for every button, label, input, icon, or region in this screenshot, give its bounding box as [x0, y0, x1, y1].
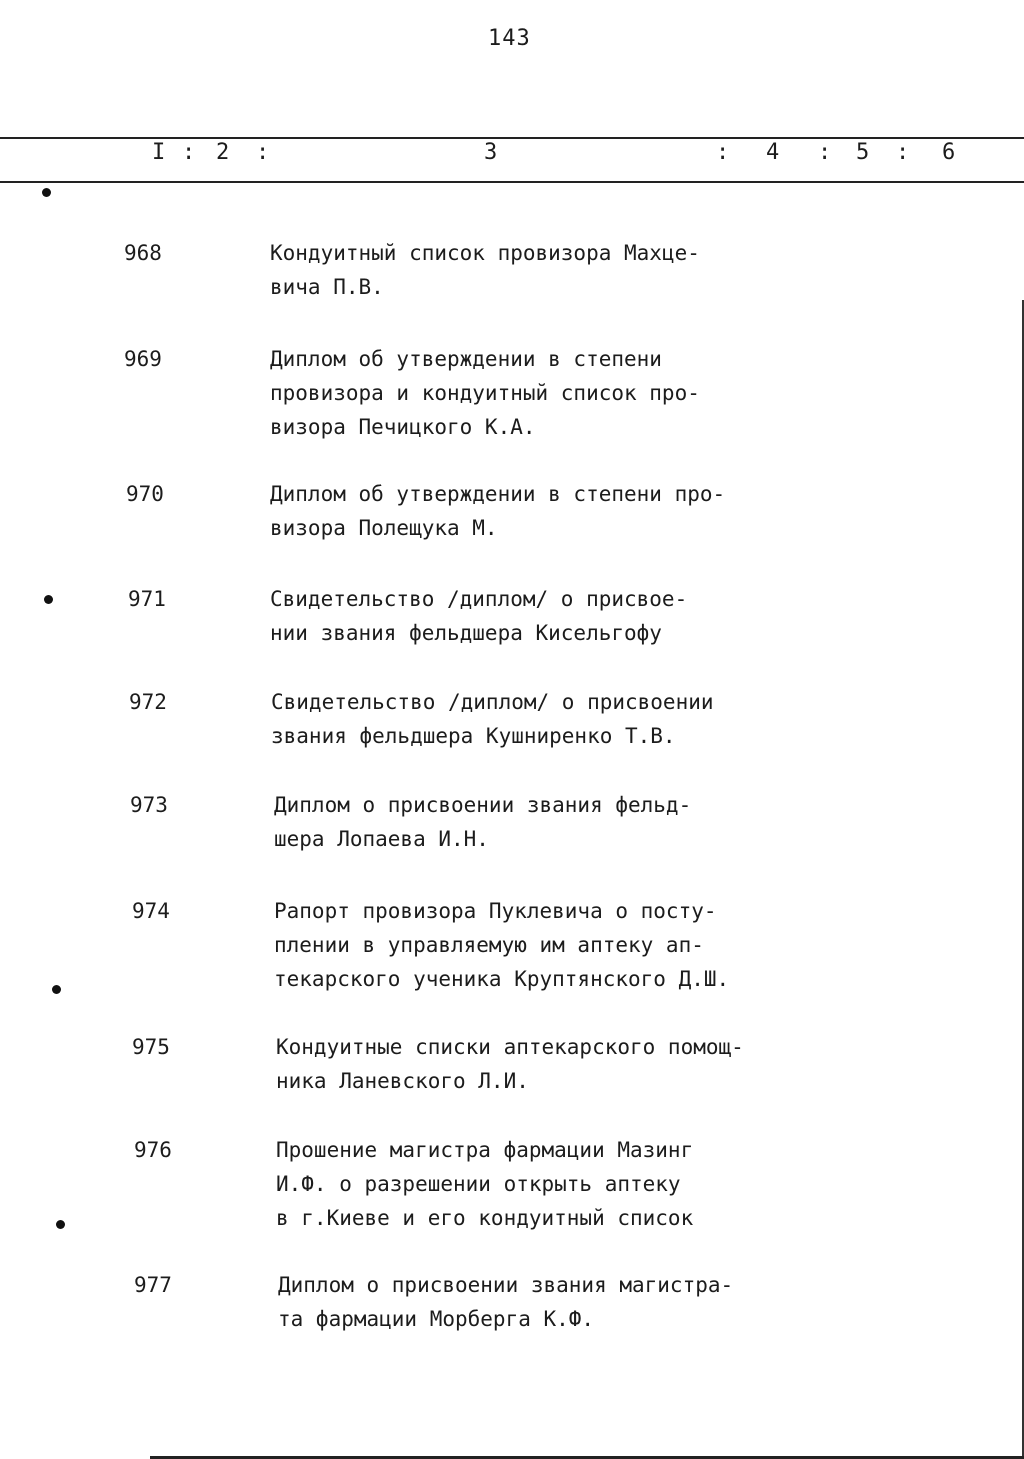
column-header-4: 4 — [766, 140, 780, 165]
entry-number: 974 — [132, 899, 170, 923]
table-top-rule — [0, 137, 1024, 139]
column-header-3: 3 — [484, 140, 498, 165]
entry-number: 968 — [124, 241, 162, 265]
entry-number: 970 — [126, 482, 164, 506]
entry-description: Свидетельство /диплом/ о присвое- нии звания фельдшера Кисельгофу — [270, 587, 688, 645]
column-header-1: I — [152, 140, 166, 165]
column-separator: : — [818, 140, 832, 165]
entry-description: Диплом о присвоении звания фельд- шера Лопаева И.Н. — [274, 793, 692, 851]
column-header-6: 6 — [942, 140, 956, 165]
binding-hole-mark — [52, 985, 61, 994]
entry-number: 975 — [132, 1035, 170, 1059]
entry-description: Свидетельство /диплом/ о присвоении звания фельдшера Кушниренко Т.В. — [271, 690, 714, 748]
entry-number: 969 — [124, 347, 162, 371]
entry-number: 976 — [134, 1138, 172, 1162]
entry-description: Прошение магистра фармации Мазинг И.Ф. о разрешении открыть аптеку в г.Киеве и его кондуитный список — [276, 1138, 694, 1230]
entry-description: Кондуитные списки аптекарского помощ- ника Ланевского Л.И. — [276, 1035, 744, 1093]
binding-hole-mark — [44, 595, 53, 604]
column-separator: : — [182, 140, 196, 165]
entry-number: 971 — [128, 587, 166, 611]
entry-number: 977 — [134, 1273, 172, 1297]
table-header-rule — [0, 181, 1024, 183]
column-header-row — [0, 140, 1024, 178]
entry-description: Рапорт провизора Пуклевича о посту- плении в управляемую им аптеку ап- текарского ученика Круптянского Д.Ш. — [274, 899, 730, 991]
column-header-2: 2 — [216, 140, 230, 165]
entry-number: 972 — [129, 690, 167, 714]
column-separator: : — [256, 140, 270, 165]
binding-hole-mark — [42, 188, 51, 197]
column-separator: : — [896, 140, 910, 165]
column-header-5: 5 — [856, 140, 870, 165]
entry-number: 973 — [130, 793, 168, 817]
entry-description: Диплом об утверждении в степени про- визора Полещука М. — [270, 482, 726, 540]
entry-description: Диплом о присвоении звания магистра- та фармации Морберга К.Ф. — [278, 1273, 734, 1331]
entry-description: Кондуитный список провизора Махце- вича П.В. — [270, 241, 700, 299]
column-separator: : — [716, 140, 730, 165]
page-number: 143 — [488, 26, 531, 51]
entry-description: Диплом об утверждении в степени провизора и кондуитный список про- визора Печицкого К.А. — [270, 347, 700, 439]
binding-hole-mark — [56, 1220, 65, 1229]
